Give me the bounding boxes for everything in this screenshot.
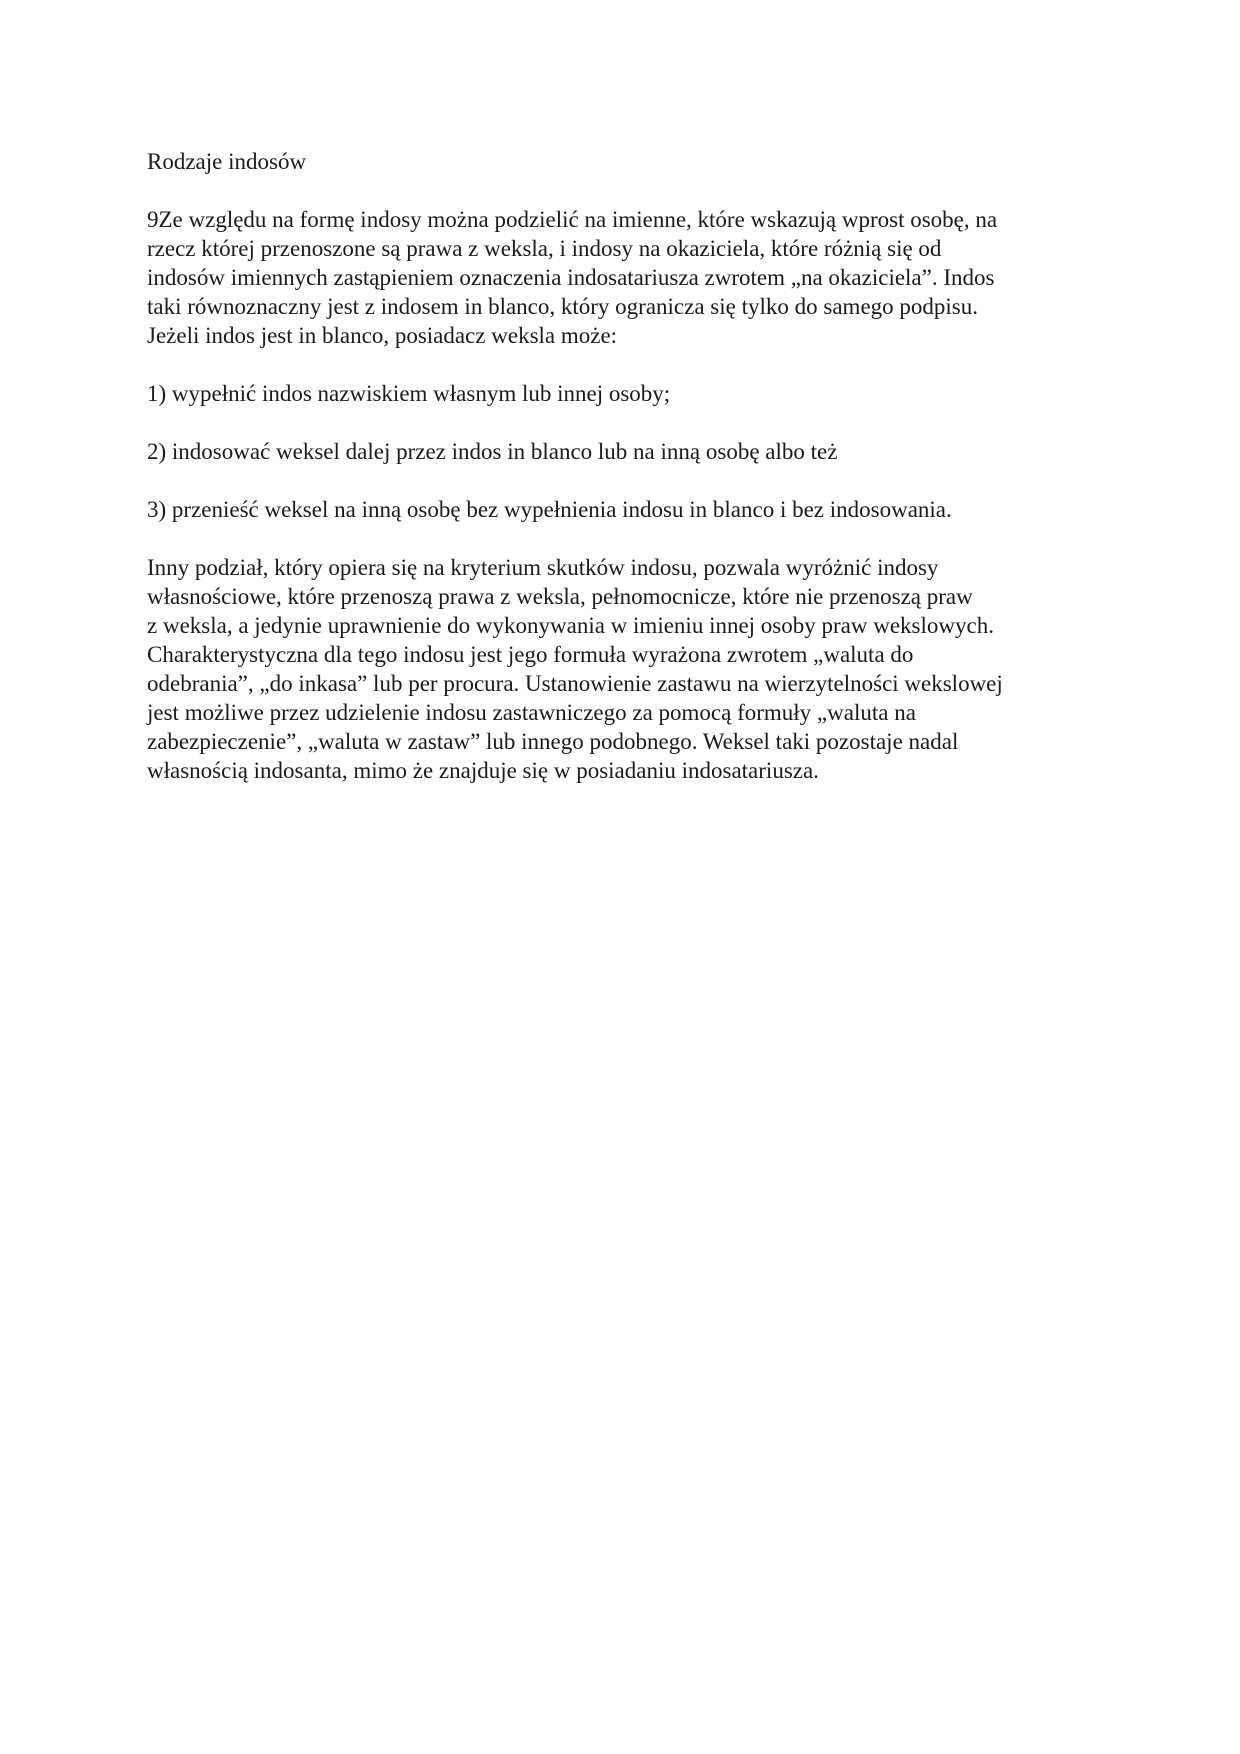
paragraph-line: własnością indosanta, mimo że znajduje się w posiadaniu indosatariusza. — [147, 758, 819, 783]
paragraph-line: taki równoznaczny jest z indosem in blanco, który ogranicza się tylko do samego podpisu. — [147, 294, 978, 319]
paragraph-forms-of-endorsement — [147, 205, 1107, 350]
paragraph-line: 9Ze względu na formę indosy można podzielić na imienne, które wskazują wprost osobę, na — [147, 207, 998, 232]
paragraph-line: rzecz której przenoszone są prawa z weksla, i indosy na okaziciela, które różnią się od — [147, 236, 942, 261]
list-item-2: 2) indosować weksel dalej przez indos in blanco lub na inną osobę albo też — [147, 439, 838, 464]
paragraph-line: indosów imiennych zastąpieniem oznaczenia indosatariusza zwrotem „na okaziciela”. Indos — [147, 265, 995, 290]
list-item-1: 1) wypełnić indos nazwiskiem własnym lub innej osoby; — [147, 381, 671, 406]
paragraph-line: Inny podział, który opiera się na kryterium skutków indosu, pozwala wyróżnić indosy — [147, 555, 939, 580]
list-item-3: 3) przenieść weksel na inną osobę bez wypełnienia indosu in blanco i bez indosowania. — [147, 497, 952, 522]
paragraph-line: jest możliwe przez udzielenie indosu zastawniczego za pomocą formuły „waluta na — [147, 700, 916, 725]
document-body — [147, 147, 1107, 814]
paragraph-line: Jeżeli indos jest in blanco, posiadacz weksla może: — [147, 323, 618, 348]
paragraph-line: własnościowe, które przenoszą prawa z weksla, pełnomocnicze, które nie przenoszą praw — [147, 584, 973, 609]
paragraph-line: zabezpieczenie”, „waluta w zastaw” lub innego podobnego. Weksel taki pozostaje nadal — [147, 729, 959, 754]
paragraph-line: odebrania”, „do inkasa” lub per procura. Ustanowienie zastawu na wierzytelności wekslowej — [147, 671, 1003, 696]
paragraph-effects-of-endorsement — [147, 553, 1107, 785]
paragraph-line: Charakterystyczna dla tego indosu jest jego formuła wyrażona zwrotem „waluta do — [147, 642, 914, 667]
document-title: Rodzaje indosów — [147, 149, 307, 174]
paragraph-line: z weksla, a jedynie uprawnienie do wykonywania w imieniu innej osoby praw wekslowych. — [147, 613, 994, 638]
